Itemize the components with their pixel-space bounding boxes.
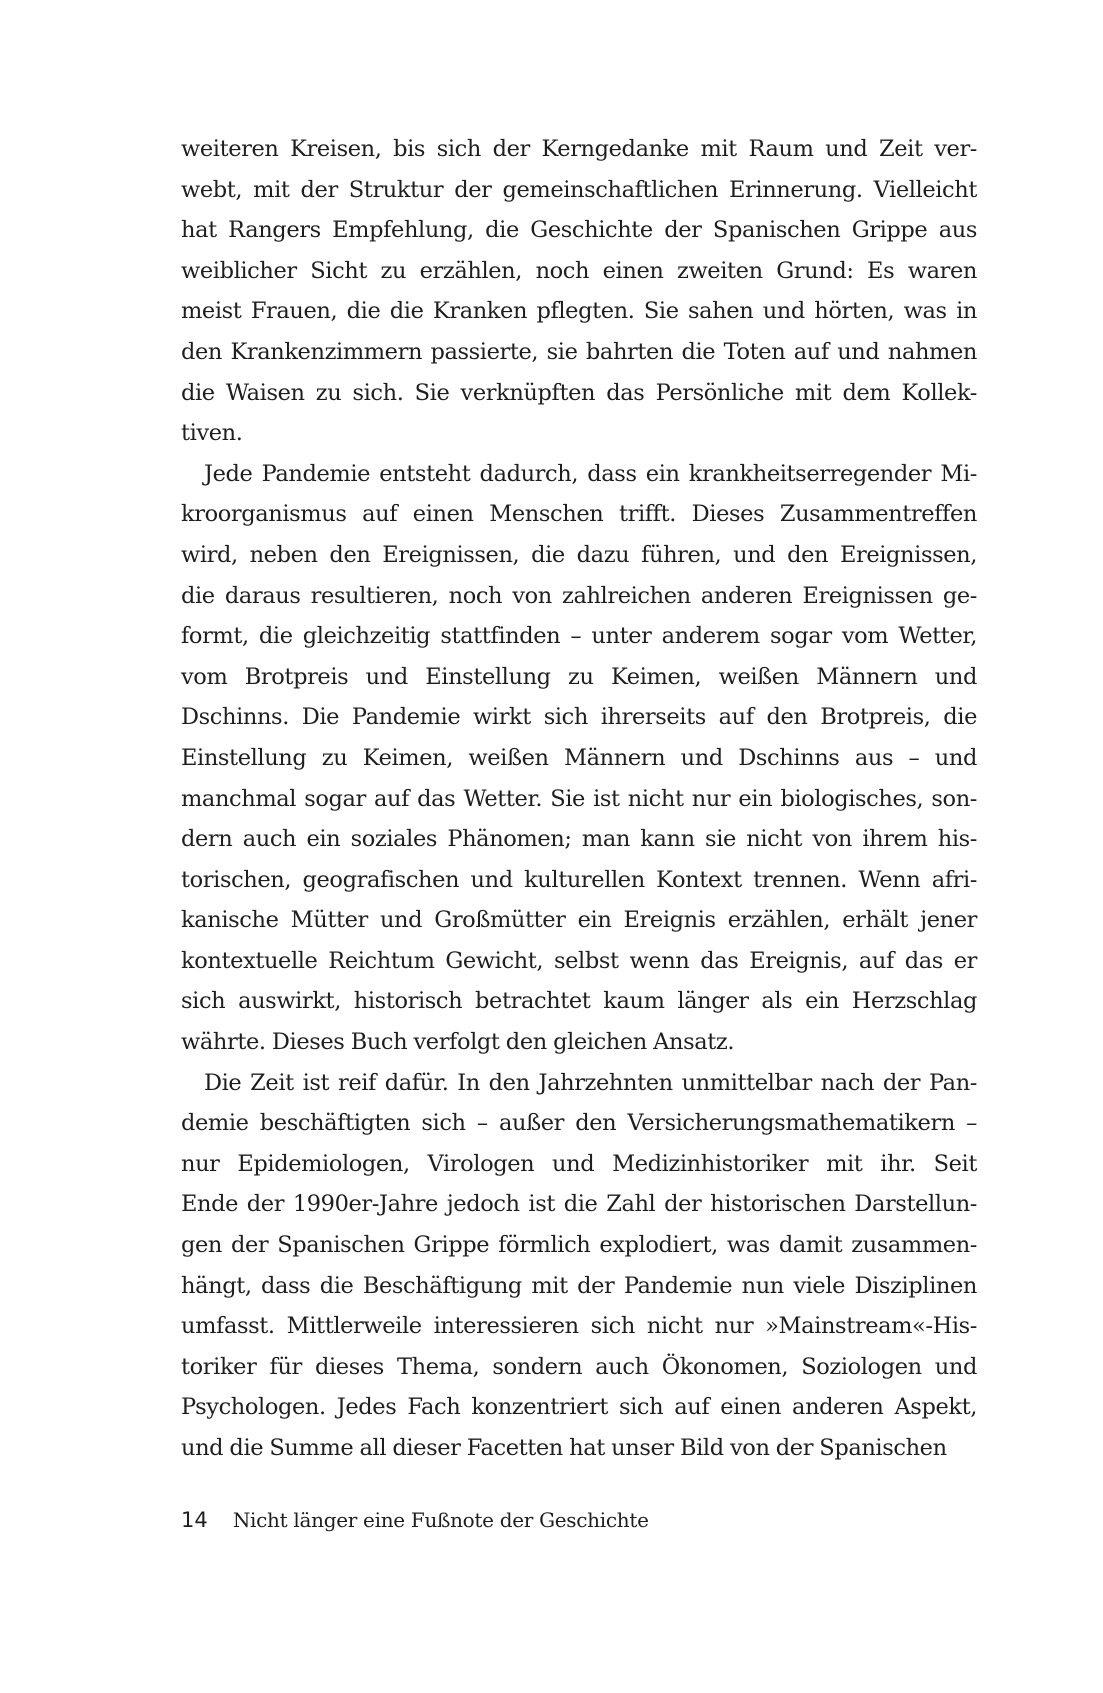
text-line: die daraus resultieren, noch von zahlreichen anderen Ereignissen ge- (181, 582, 977, 609)
text-line: den Krankenzimmern passierte, sie bahrten die Toten auf und nahmen (181, 338, 977, 365)
body-text (181, 129, 977, 1469)
paragraph (181, 1063, 977, 1469)
text-line: die Waisen zu sich. Sie verknüpften das Persönliche mit dem Kollek- (181, 379, 977, 406)
text-line: tiven. (181, 420, 243, 447)
text-line: toriker für dieses Thema, sondern auch Ökonomen, Soziologen und (181, 1353, 977, 1380)
text-line: manchmal sogar auf das Wetter. Sie ist nicht nur ein biologisches, son- (181, 785, 977, 812)
text-line: weiblicher Sicht zu erzählen, noch einen zweiten Grund: Es waren (181, 257, 977, 284)
page-footer (181, 1500, 649, 1540)
text-line: währte. Dieses Buch verfolgt den gleichen Ansatz. (181, 1029, 735, 1056)
text-line: webt, mit der Struktur der gemeinschaftlichen Erinnerung. Vielleicht (181, 176, 977, 203)
text-line: demie beschäftigten sich – außer den Versicherungsmathematikern – (181, 1110, 977, 1137)
text-line: formt, die gleichzeitig stattfinden – unter anderem sogar vom Wetter, (181, 623, 977, 650)
paragraph (181, 454, 977, 1063)
text-line: und die Summe all dieser Facetten hat unser Bild von der Spanischen (181, 1435, 947, 1461)
text-line: meist Frauen, die die Kranken pflegten. Sie sahen und hörten, was in (181, 298, 977, 325)
text-line: gen der Spanischen Grippe förmlich explodiert, was damit zusammen- (181, 1232, 977, 1259)
text-line: torischen, geografischen und kulturellen Kontext trennen. Wenn afri- (181, 866, 977, 893)
running-title: Nicht länger eine Fußnote der Geschichte (232, 1508, 649, 1532)
text-line: Ende der 1990er-Jahre jedoch ist die Zahl der historischen Darstellun- (181, 1191, 977, 1218)
text-line: Jede Pandemie entsteht dadurch, dass ein krankheitserregender Mi- (204, 460, 977, 487)
text-line: vom Brotpreis und Einstellung zu Keimen, weißen Männern und (181, 663, 977, 690)
text-line: Dschinns. Die Pandemie wirkt sich ihrerseits auf den Brotpreis, die (181, 704, 977, 731)
paragraph (181, 129, 977, 454)
text-line: hängt, dass die Beschäftigung mit der Pandemie nun viele Disziplinen (181, 1272, 977, 1299)
text-line: weiteren Kreisen, bis sich der Kerngedanke mit Raum und Zeit ver- (181, 136, 977, 162)
text-line: kroorganismus auf einen Menschen trifft. Dieses Zusammentreffen (181, 501, 977, 528)
text-line: wird, neben den Ereignissen, die dazu führen, und den Ereignissen, (181, 541, 977, 568)
text-line: Psychologen. Jedes Fach konzentriert sich auf einen anderen Aspekt, (181, 1394, 977, 1421)
text-line: Die Zeit ist reif dafür. In den Jahrzehnten unmittelbar nach der Pan- (204, 1069, 977, 1096)
text-line: umfasst. Mittlerweile interessieren sich nicht nur »Mainstream«-His- (181, 1313, 977, 1340)
page-number: 14 (181, 1508, 208, 1532)
text-line: dern auch ein soziales Phänomen; man kann sie nicht von ihrem his- (181, 826, 977, 853)
text-line: kontextuelle Reichtum Gewicht, selbst wenn das Ereignis, auf das er (181, 947, 977, 974)
text-line: sich auswirkt, historisch betrachtet kaum länger als ein Herzschlag (181, 988, 977, 1015)
text-line: kanische Mütter und Großmütter ein Ereignis erzählen, erhält jener (181, 907, 977, 934)
text-line: hat Rangers Empfehlung, die Geschichte der Spanischen Grippe aus (181, 217, 977, 244)
text-line: nur Epidemiologen, Virologen und Medizinhistoriker mit ihr. Seit (181, 1150, 977, 1177)
text-line: Einstellung zu Keimen, weißen Männern und Dschinns aus – und (181, 744, 977, 771)
